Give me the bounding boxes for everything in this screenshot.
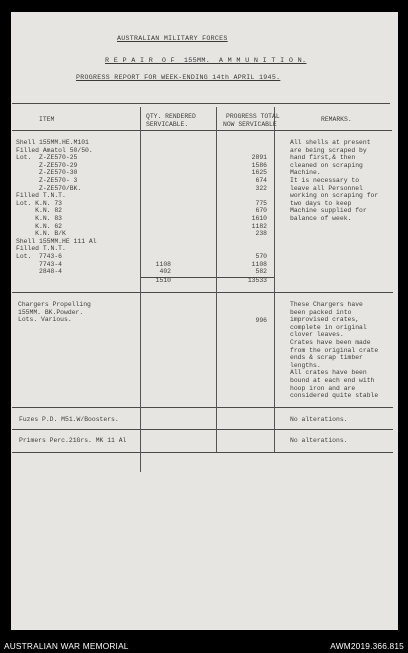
- item-line: Filled T.N.T.: [16, 245, 66, 253]
- item-line: Z-ZE570-30: [16, 169, 78, 177]
- remarks-line: hand first,& then: [290, 154, 356, 162]
- header-qty-1: QTY. RENDERED: [146, 113, 196, 120]
- remarks-line: working on scraping for: [290, 192, 379, 200]
- header-qty-2: SERVICABLE.: [146, 121, 189, 128]
- progress-cell: 570: [255, 253, 267, 260]
- remarks-line: Machine supplied for: [290, 207, 367, 215]
- remarks-line: All crates have been: [290, 369, 367, 377]
- remarks-line: hoop iron and are: [290, 384, 356, 392]
- remarks-line: All shells at present: [290, 139, 371, 146]
- item-line: Lot. 7743-6: [16, 253, 63, 260]
- progress-cell: 322: [255, 184, 267, 192]
- section4-remarks: No alterations.: [290, 437, 348, 444]
- item-line: K.N. 82: [16, 207, 63, 215]
- col-divider-qty: [140, 107, 141, 472]
- table-top-rule: [12, 103, 390, 104]
- item-line: 2848-4: [16, 268, 63, 276]
- item-line: Shell 155MM.HE.M101: [16, 139, 89, 146]
- section1-bottom-rule: [12, 292, 393, 293]
- item-line: Lot. K.N. 73: [16, 199, 63, 207]
- section3-bottom-rule: [12, 429, 393, 430]
- qty-cell: 1108: [155, 260, 171, 268]
- header-progress-2: NOW SERVICABLE: [223, 121, 277, 128]
- header-remarks: REMARKS.: [321, 116, 352, 123]
- item-line: K.N. B/K: [16, 230, 66, 238]
- remarks-line: cleaned on scraping: [290, 161, 363, 169]
- item-line: Filled Amatol 50/50.: [16, 146, 93, 154]
- item-line: Lot. Z-ZE570-25: [16, 154, 78, 162]
- remarks-line: balance of week.: [290, 215, 352, 222]
- progress-total: 13533: [247, 277, 267, 284]
- item-line: K.N. 83: [16, 215, 63, 222]
- item-line: 7743-4: [16, 260, 63, 268]
- progress-cell: 1182: [251, 222, 267, 230]
- remarks-line: been packed into: [290, 308, 352, 316]
- org-heading: AUSTRALIAN MILITARY FORCES: [117, 35, 228, 42]
- progress-cell: 670: [255, 207, 267, 215]
- progress-cell: 1625: [251, 169, 267, 177]
- remarks-line: clover leaves.: [290, 331, 344, 339]
- header-progress-1: PROGRESS TOTAL: [226, 113, 280, 120]
- remarks-line: from the original crate: [290, 346, 379, 354]
- document-title: R E P A I R O F 155MM. A M M U N I T I O N.: [105, 57, 307, 65]
- item-line: Lots. Various.: [18, 316, 72, 324]
- progress-cell: 238: [255, 230, 267, 238]
- item-line: Shell 155MM.HE 111 Al: [16, 237, 97, 245]
- col-divider-remarks: [274, 107, 275, 452]
- footer-bar: [0, 637, 408, 653]
- header-bottom-rule: [12, 130, 392, 131]
- item-line: Filled T.N.T.: [16, 192, 66, 200]
- remarks-line: considered quite stable: [290, 392, 379, 400]
- section4-bottom-rule: [12, 452, 393, 453]
- remarks-line: It is necessary to: [290, 177, 360, 184]
- remarks-line: improvised crates,: [290, 316, 360, 324]
- qty-total: 1510: [155, 277, 171, 284]
- remarks-line: are being scraped by: [290, 146, 367, 154]
- document-page: [11, 12, 398, 630]
- progress-cell: 674: [255, 177, 267, 184]
- remarks-line: Machine.: [290, 169, 321, 177]
- progress-cell: 1108: [251, 260, 267, 268]
- section2-progress: 996: [255, 317, 267, 324]
- remarks-line: Crates have been made: [290, 339, 371, 346]
- progress-cell: 775: [255, 199, 267, 207]
- document-subtitle: PROGRESS REPORT FOR WEEK-ENDING 14th APRIL 1945.: [76, 74, 281, 81]
- remarks-line: two days to keep: [290, 199, 352, 207]
- item-line: K.N. 62: [16, 222, 63, 230]
- progress-cell: 582: [255, 268, 267, 276]
- progress-cell: 1610: [251, 215, 267, 222]
- item-line: Z-ZE570-29: [16, 161, 78, 169]
- remarks-line: bound at each end with: [290, 377, 375, 384]
- item-line: Z-ZE570/BK.: [16, 184, 82, 192]
- qty-cell: 402: [159, 268, 171, 276]
- progress-cell: 1586: [251, 161, 267, 169]
- item-line: 155MM. BK.Powder.: [18, 308, 84, 316]
- progress-cell: 2891: [251, 154, 267, 162]
- header-item: ITEM: [39, 116, 55, 123]
- item-line: Chargers Propelling: [18, 301, 91, 308]
- remarks-line: These Chargers have: [290, 301, 363, 308]
- section3-remarks: No alterations.: [290, 416, 348, 423]
- remarks-line: leave all Personnel: [290, 184, 363, 192]
- section4-item: Primers Perc.21Grs. MK 11 Al: [19, 437, 127, 444]
- item-line: Z-ZE570- 3: [16, 177, 78, 184]
- footer-accession: AWM2019.366.815: [330, 641, 404, 651]
- section3-item: Fuzes P.D. M51.W/Boosters.: [19, 416, 119, 423]
- remarks-line: lengths.: [290, 361, 321, 369]
- remarks-line: ends & scrap timber: [290, 354, 363, 362]
- footer-credit: AUSTRALIAN WAR MEMORIAL: [4, 641, 129, 651]
- section2-bottom-rule: [12, 407, 393, 408]
- remarks-line: complete in original: [290, 323, 367, 331]
